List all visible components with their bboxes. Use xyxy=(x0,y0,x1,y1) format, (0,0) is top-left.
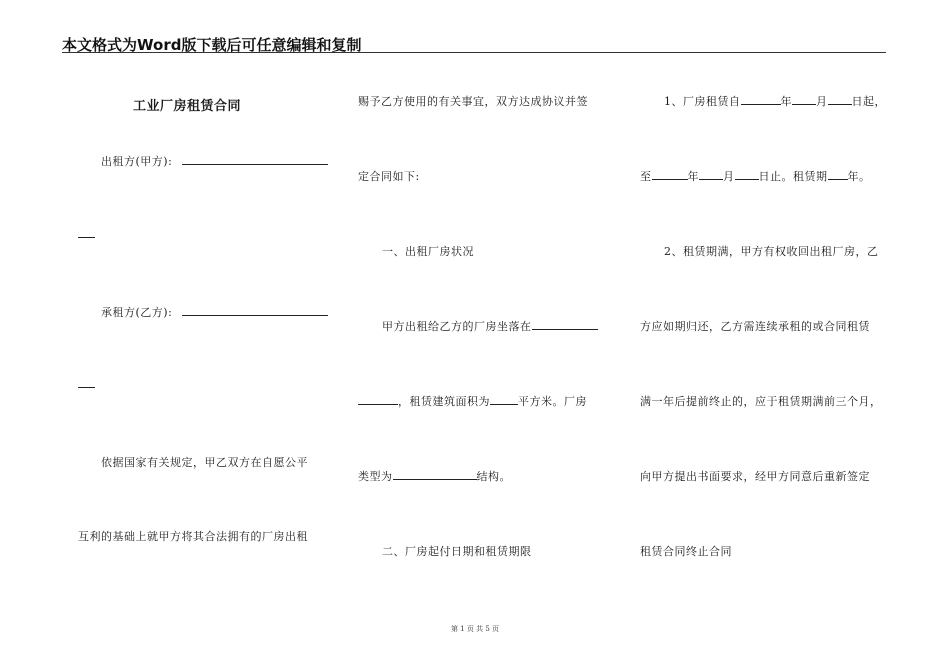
start-month-blank xyxy=(792,94,816,105)
end-month-blank xyxy=(699,169,723,180)
lessor-blank-continued xyxy=(78,227,95,241)
document-banner: 本文格式为Word版下载后可任意编辑和复制 xyxy=(62,36,362,54)
lessor-blank xyxy=(182,154,328,165)
term-end-line: 至 年 月 日止。租赁期 年。 xyxy=(640,170,871,183)
term-years-blank xyxy=(828,169,848,180)
location-blank xyxy=(532,319,598,330)
lessee-blank xyxy=(182,305,328,316)
lessee-blank-continued xyxy=(78,377,95,391)
area-blank xyxy=(490,394,518,405)
section-heading: 一、出租厂房状况 xyxy=(382,245,474,258)
location-line: 甲方出租给乙方的厂房坐落在 xyxy=(382,318,598,334)
location-blank-continued xyxy=(358,394,398,405)
lessee-line xyxy=(101,304,328,320)
end-day-blank xyxy=(735,169,759,180)
document-title: 工业厂房租赁合同 xyxy=(133,99,242,114)
structure-blank xyxy=(393,469,477,480)
structure-line: 类型为 结构。 xyxy=(358,470,511,483)
lessee-label: 承租方(乙方): xyxy=(101,306,173,319)
start-year-blank xyxy=(741,94,781,105)
paragraph-line: 租赁合同终止合同 xyxy=(640,545,732,558)
paragraph-line: 定合同如下: xyxy=(358,170,420,183)
paragraph-line: 方应如期归还，乙方需连续承租的或合同租赁 xyxy=(640,320,870,333)
lessor-line xyxy=(101,153,328,169)
start-day-blank xyxy=(828,94,852,105)
paragraph-line: 赐予乙方使用的有关事宜，双方达成协议并签 xyxy=(358,95,588,108)
paragraph-line: 2、租赁期满，甲方有权收回出租厂房，乙 xyxy=(664,245,879,258)
section-heading: 二、厂房起付日期和租赁期限 xyxy=(382,545,532,558)
paragraph-line: 依据国家有关规定，甲乙双方在自愿公平 xyxy=(101,456,308,469)
area-line: ，租赁建筑面积为 平方米。厂房 xyxy=(358,393,587,409)
term-start-line: 1、厂房租赁自 年 月 日起， xyxy=(664,95,886,108)
paragraph-line: 满一年后提前终止的，应于租赁期满前三个月， xyxy=(640,395,882,408)
banner-divider xyxy=(62,52,886,53)
lessor-label: 出租方(甲方): xyxy=(101,155,173,168)
end-year-blank xyxy=(652,169,688,180)
paragraph-line: 向甲方提出书面要求，经甲方同意后重新签定 xyxy=(640,470,870,483)
paragraph-line: 互利的基础上就甲方将其合法拥有的厂房出租 xyxy=(78,530,308,543)
page-number: 第 1 页 共 5 页 xyxy=(450,625,500,633)
